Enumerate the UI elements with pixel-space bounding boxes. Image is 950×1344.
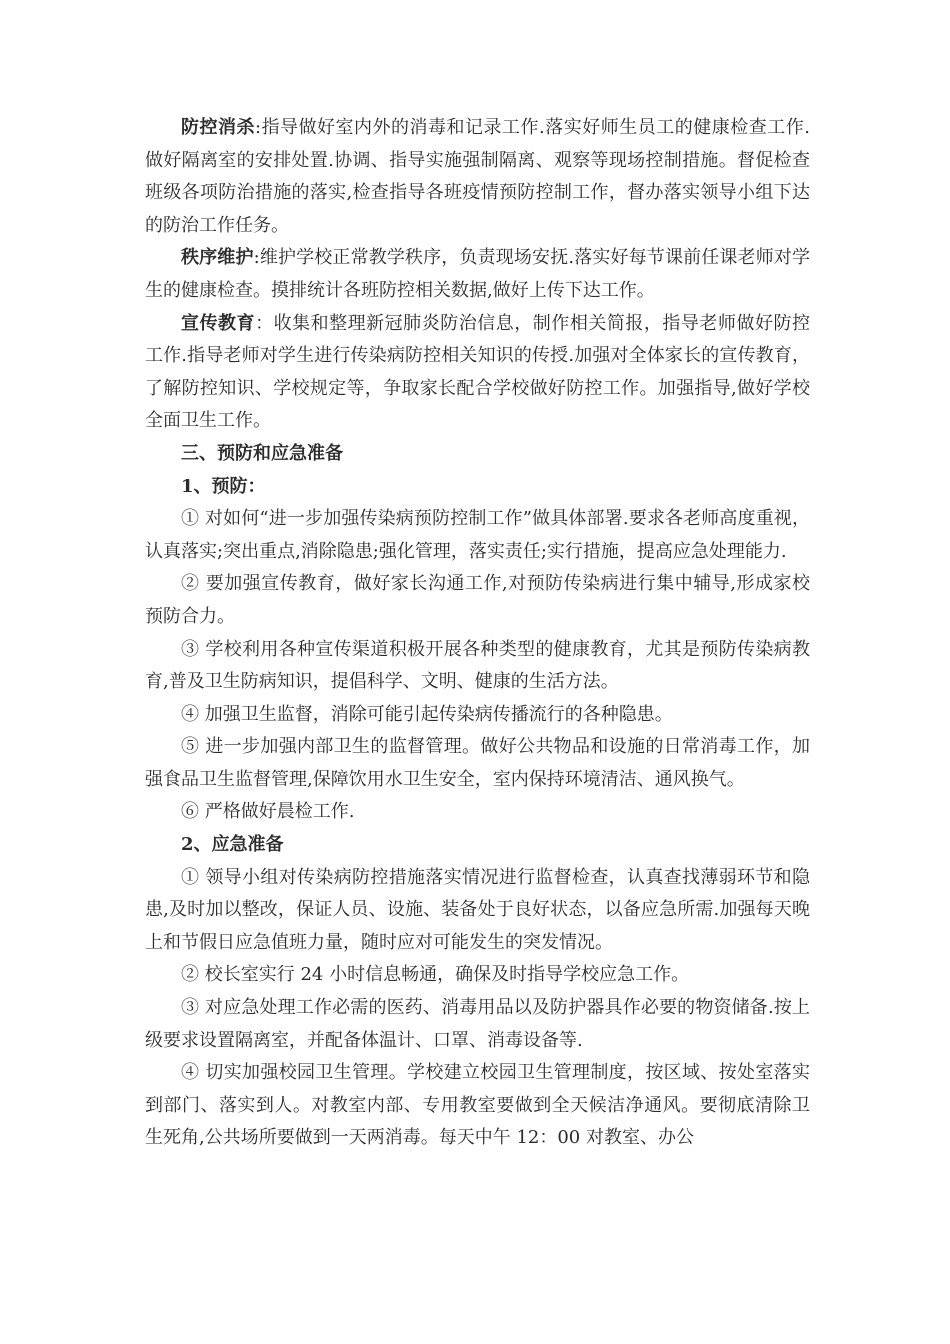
emergency-item-4: ④ 切实加强校园卫生管理。学校建立校园卫生管理制度，按区域、按处室落实到部门、落实到人。对教室内部、专用教室要做到全天候洁净通风。要彻底清除卫生死角,公共场所要做到一天两消毒。每天中午 12：00 对教室、办公 [145,1062,810,1149]
paragraph-fangkong [145,112,810,242]
prevention-item-1: ① 对如何“进一步加强传染病预防控制工作”做具体部署.要求各老师高度重视，认真落实;突出重点,消除隐患;强化管理，落实责任;实行措施，提高应急处理能力. [145,508,810,562]
prevention-item-5: ⑤ 进一步加强内部卫生的监督管理。做好公共物品和设施的日常消毒工作，加强食品卫生监督管理,保障饮用水卫生安全，室内保持环境清洁、通风换气。 [145,736,810,790]
prevention-item-2: ② 要加强宣传教育，做好家长沟通工作,对预防传染病进行集中辅导,形成家校预防合力。 [145,573,810,627]
lead-zhixu: 秩序维护 [181,247,254,269]
subheading-prevention: 1、预防： [181,475,266,497]
emergency-item-1: ① 领导小组对传染病防控措施落实情况进行监督检查，认真查找薄弱环节和隐患,及时加以整改，保证人员、设施、装备处于良好状态，以备应急所需.加强每天晚上和节假日应急值班力量，随时应对可能发生的突发情况。 [145,866,810,953]
text-fangkong: :指导做好室内外的消毒和记录工作.落实好师生员工的健康检查工作.做好隔离室的安排处置.协调、指导实施强制隔离、观察等现场控制措施。督促检查班级各项防治措施的落实,检查指导各班疫情预防控制工作，督办落实领导小组下达的防治工作任务。 [145,117,810,236]
document-body [145,112,810,1155]
prevention-item-3: ③ 学校利用各种宣传渠道积极开展各种类型的健康教育，尤其是预防传染病教育,普及卫生防病知识，提倡科学、文明、健康的生活方法。 [145,638,810,693]
lead-xuanchuan: 宣传教育 [181,312,256,334]
paragraph-zhixu [145,242,810,307]
section-heading-3: 三、预防和应急准备 [181,442,343,464]
text-xuanchuan: ：收集和整理新冠肺炎防治信息，制作相关简报，指导老师做好防控工作.指导老师对学生进行传染病防控相关知识的传授.加强对全体家长的宣传教育，了解防控知识、学校规定等，争取家长配合学校做好防控工作。加强指导,做好学校全面卫生工作。 [145,312,810,432]
subheading-emergency: 2、应急准备 [181,834,284,856]
prevention-item-6: ⑥ 严格做好晨检工作. [181,801,355,823]
emergency-item-3: ③ 对应急处理工作必需的医药、消毒用品以及防护器具作必要的物资储备.按上级要求设置隔离室，并配备体温计、口罩、消毒设备等. [145,997,810,1051]
text-zhixu: :维护学校正常教学秩序，负责现场安抚.落实好每节课前任课老师对学生的健康检查。摸排统计各班防控相关数据,做好上传下达工作。 [145,247,811,301]
lead-fangkong: 防控消杀 [181,117,255,138]
emergency-item-2: ② 校长室实行 24 小时信息畅通，确保及时指导学校应急工作。 [181,964,690,986]
paragraph-xuanchuan [145,308,810,438]
prevention-item-4: ④ 加强卫生监督，消除可能引起传染病传播流行的各种隐患。 [181,703,673,725]
